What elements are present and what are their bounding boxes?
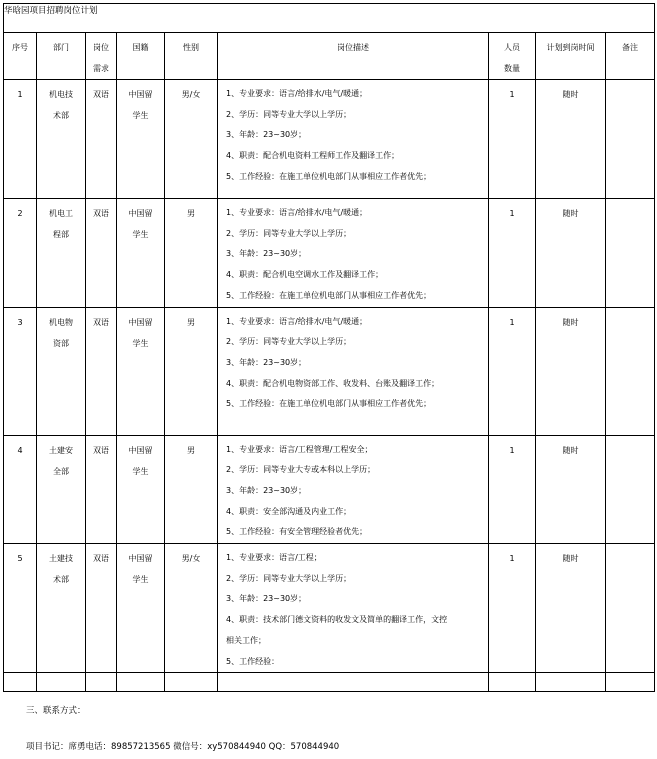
header-row xyxy=(4,33,655,80)
remark xyxy=(606,435,655,544)
remark xyxy=(606,544,655,673)
remark xyxy=(606,307,655,435)
header-cell: 计划到岗时间 xyxy=(536,33,606,80)
department: 土建技 术部 xyxy=(37,544,86,673)
empty-cell xyxy=(117,673,165,692)
nationality: 中国留 学生 xyxy=(117,435,165,544)
arrival-time: 随时 xyxy=(536,435,606,544)
row-number: 5 xyxy=(4,544,37,673)
department: 机电工 程部 xyxy=(37,199,86,308)
table-row xyxy=(4,435,655,544)
nationality: 中国留 学生 xyxy=(117,80,165,199)
row-number: 2 xyxy=(4,199,37,308)
headcount: 1 xyxy=(489,80,536,199)
department: 机电物 资部 xyxy=(37,307,86,435)
headcount: 1 xyxy=(489,199,536,308)
gender: 男/女 xyxy=(165,80,218,199)
department: 机电技 术部 xyxy=(37,80,86,199)
gender: 男 xyxy=(165,307,218,435)
nationality: 中国留 学生 xyxy=(117,544,165,673)
remark xyxy=(606,80,655,199)
headcount: 1 xyxy=(489,307,536,435)
empty-cell xyxy=(4,673,37,692)
empty-cell xyxy=(165,673,218,692)
position-requirement: 双语 xyxy=(86,307,117,435)
headcount: 1 xyxy=(489,435,536,544)
position-description: 1、专业要求：语言/工程； 2、学历：同等专业大学以上学历； 3、年龄：23~30岁； 4、职责：技术部门德文资料的收发文及简单的翻译工作，文控 相关工作； 5、工作经验： xyxy=(218,544,489,673)
table-title: 华晗园项目招聘岗位计划 xyxy=(4,4,655,33)
contact-heading: 三、联系方式： xyxy=(26,706,86,716)
arrival-time: 随时 xyxy=(536,544,606,673)
empty-cell xyxy=(218,673,489,692)
header-cell: 性别 xyxy=(165,33,218,80)
position-description: 1、专业要求：语言/给排水/电气/暖通； 2、学历：同等专业大学以上学历； 3、年龄：23~30岁； 4、职责：配合机电物资部工作、收发料、台账及翻译工作； 5、工作经验：在施工单位机电部门从事相应工作者优先； xyxy=(218,307,489,435)
empty-cell xyxy=(86,673,117,692)
table-row xyxy=(4,544,655,673)
header-cell: 岗位描述 xyxy=(218,33,489,80)
row-number: 3 xyxy=(4,307,37,435)
empty-row xyxy=(4,673,655,692)
arrival-time: 随时 xyxy=(536,80,606,199)
row-number: 1 xyxy=(4,80,37,199)
nationality: 中国留 学生 xyxy=(117,307,165,435)
position-requirement: 双语 xyxy=(86,199,117,308)
header-cell: 国籍 xyxy=(117,33,165,80)
position-description: 1、专业要求：语言/工程管理/工程安全； 2、学历：同等专业大专或本科以上学历； 3、年龄：23~30岁； 4、职责：安全部沟通及内业工作； 5、工作经验：有安全管理经验者优先； xyxy=(218,435,489,544)
empty-cell xyxy=(37,673,86,692)
position-requirement: 双语 xyxy=(86,80,117,199)
table-row xyxy=(4,307,655,435)
contact-line: 项目书记：席勇电话：89857213565 微信号：xy570844940 QQ：570844940 xyxy=(26,742,340,752)
gender: 男 xyxy=(165,435,218,544)
table-row xyxy=(4,199,655,308)
headcount: 1 xyxy=(489,544,536,673)
position-description: 1、专业要求：语言/给排水/电气/暖通； 2、学历：同等专业大学以上学历； 3、年龄：23~30岁； 4、职责：配合机电资料工程师工作及翻译工作； 5、工作经验：在施工单位机电部门从事相应工作者优先； xyxy=(218,80,489,199)
position-requirement: 双语 xyxy=(86,544,117,673)
arrival-time: 随时 xyxy=(536,307,606,435)
position-requirement: 双语 xyxy=(86,435,117,544)
empty-cell xyxy=(489,673,536,692)
header-cell: 人员 数量 xyxy=(489,33,536,80)
gender: 男/女 xyxy=(165,544,218,673)
arrival-time: 随时 xyxy=(536,199,606,308)
department: 土建安 全部 xyxy=(37,435,86,544)
position-description: 1、专业要求：语言/给排水/电气/暖通； 2、学历：同等专业大学以上学历； 3、年龄：23~30岁； 4、职责：配合机电空调水工作及翻译工作； 5、工作经验：在施工单位机电部门从事相应工作者优先； xyxy=(218,199,489,308)
recruitment-plan-table xyxy=(3,3,655,692)
remark xyxy=(606,199,655,308)
header-cell: 备注 xyxy=(606,33,655,80)
row-number: 4 xyxy=(4,435,37,544)
nationality: 中国留 学生 xyxy=(117,199,165,308)
empty-cell xyxy=(536,673,606,692)
gender: 男 xyxy=(165,199,218,308)
empty-cell xyxy=(606,673,655,692)
table-row xyxy=(4,80,655,199)
header-cell: 部门 xyxy=(37,33,86,80)
header-cell: 岗位 需求 xyxy=(86,33,117,80)
header-cell: 序号 xyxy=(4,33,37,80)
